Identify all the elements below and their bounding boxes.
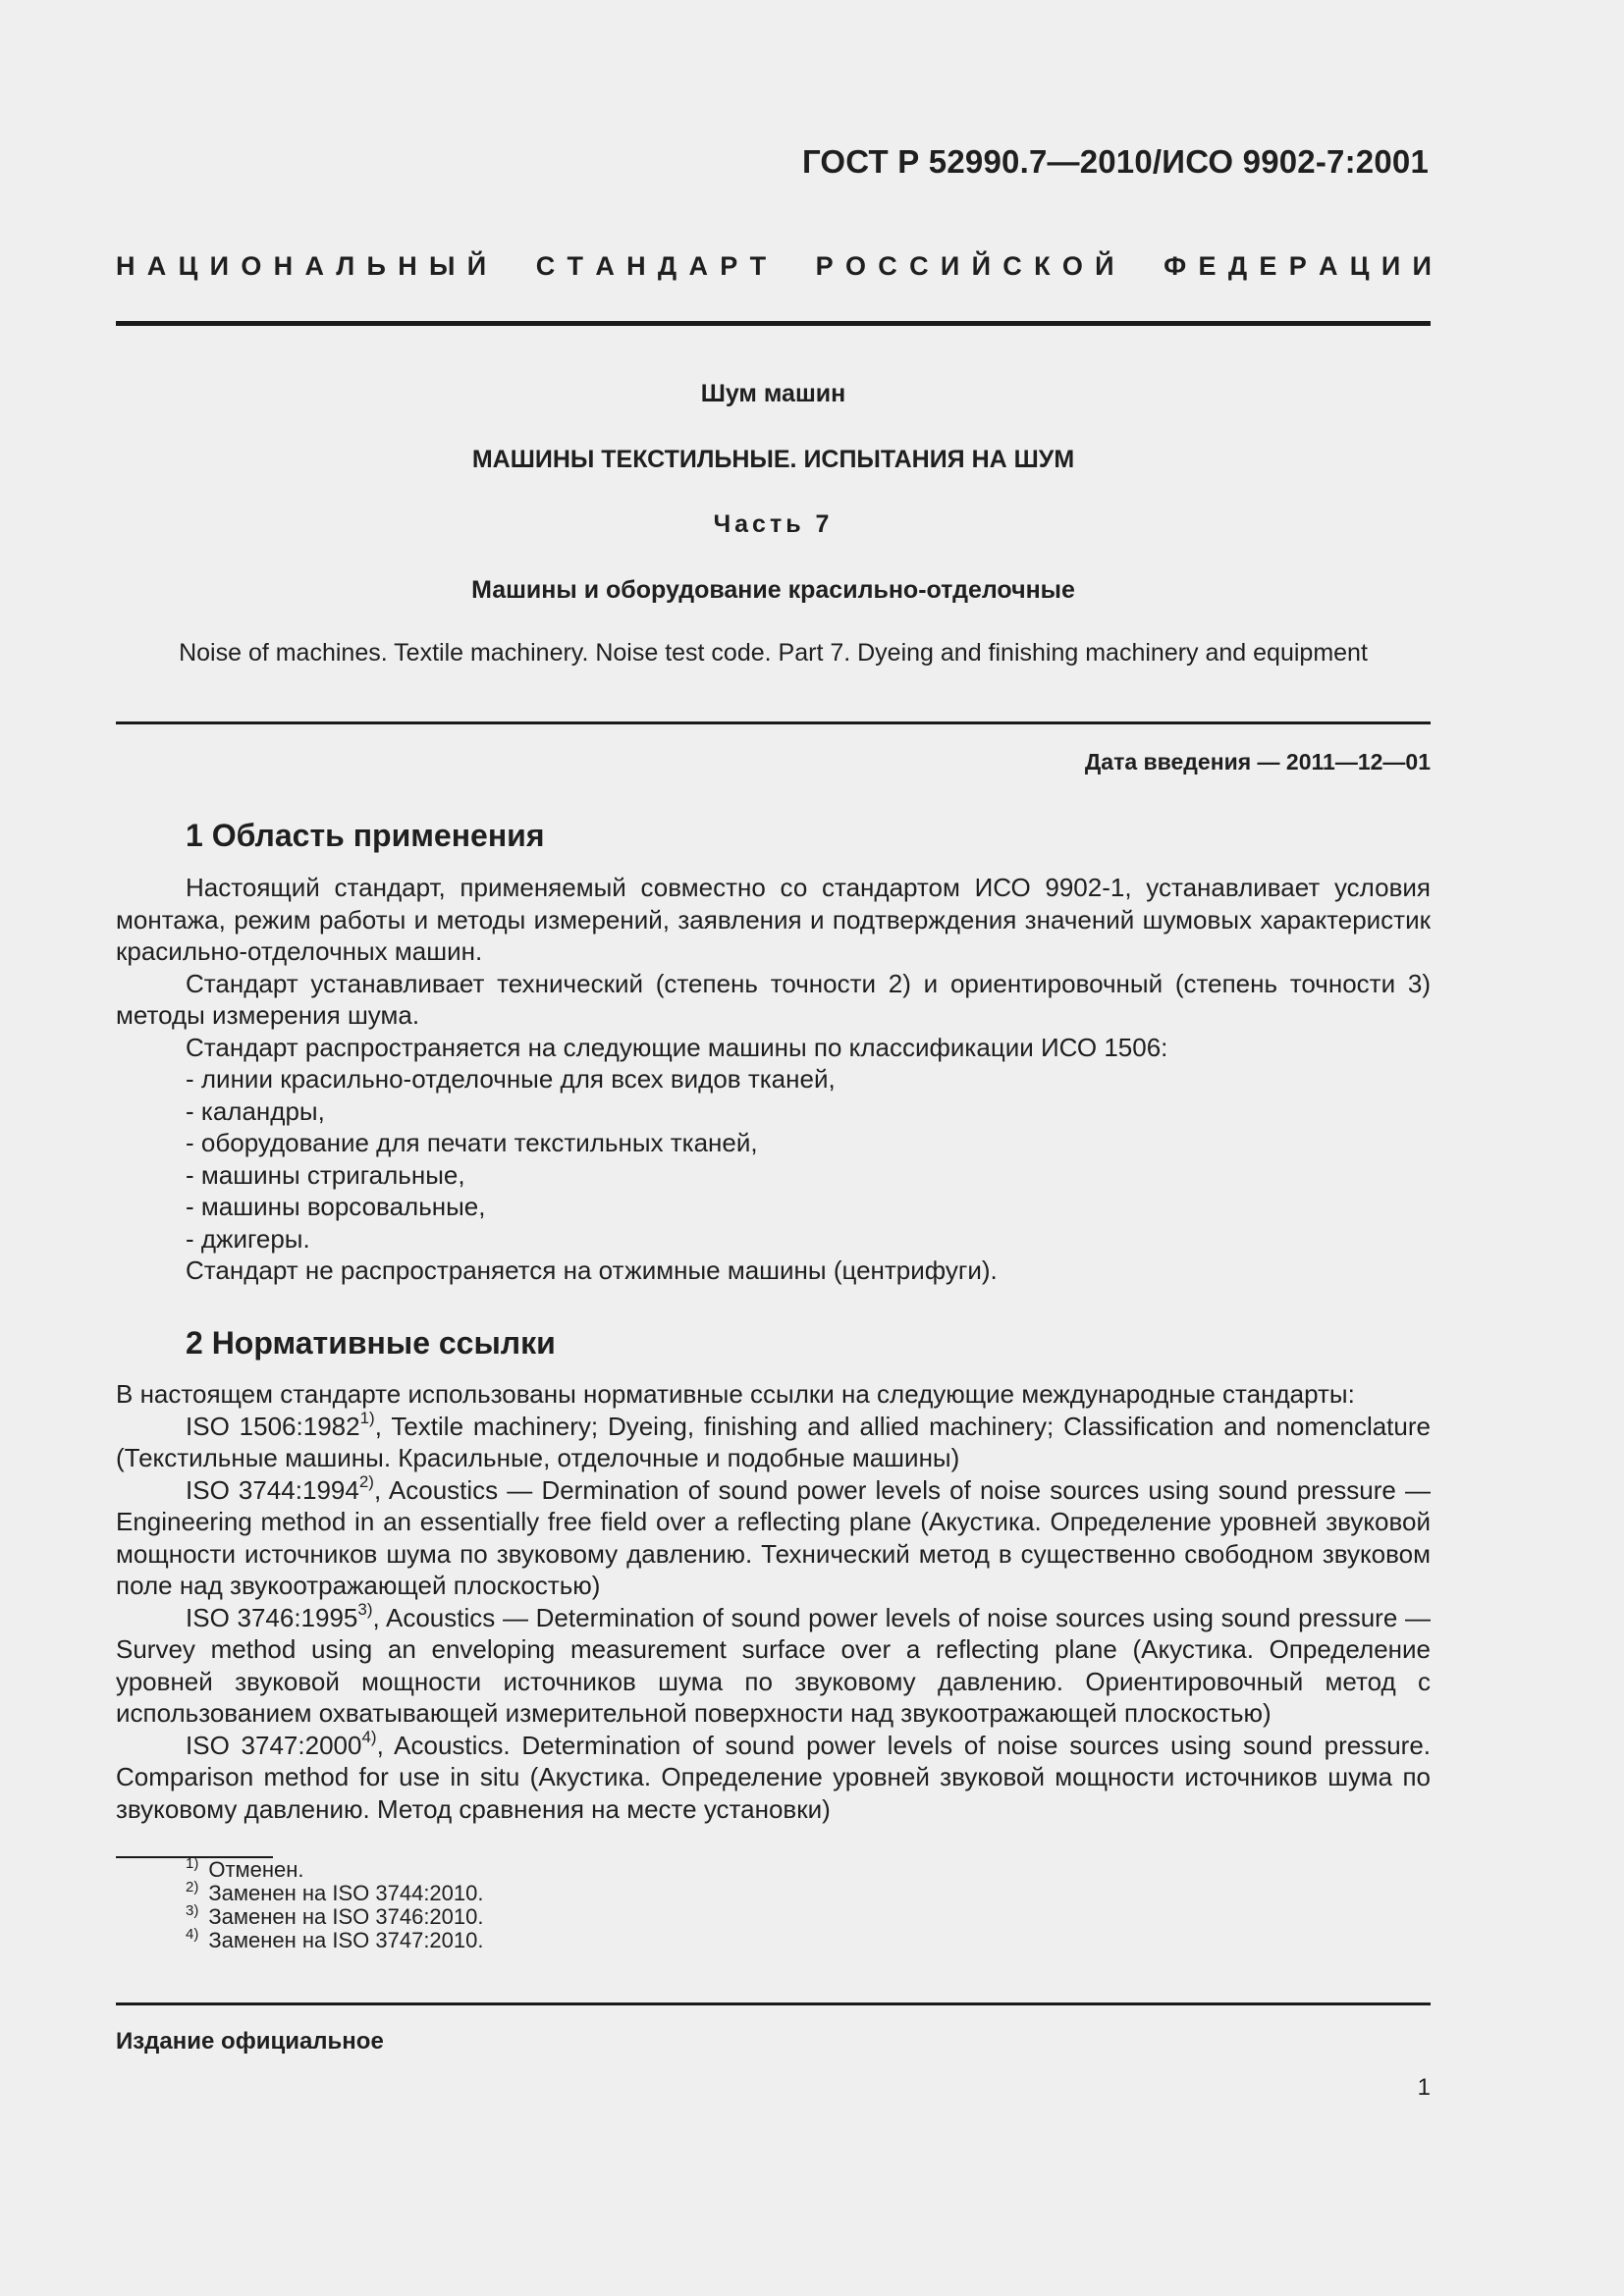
machine-list (116, 1063, 1431, 1255)
footnote-mark: 2) (358, 1471, 374, 1491)
reference-item (116, 1408, 1431, 1474)
reference-text: , Acoustics. Determination of sound power levels of noise sources using sound pressure. Comparison method for use in situ (Акустика. Определение уровней звуковой мощности источников шума по звуковому давлению. Метод сравнения на месте установки) (116, 1730, 1432, 1824)
list-item: - оборудование для печати текстильных тканей, (186, 1128, 758, 1157)
footnote-mark: 3) (186, 1902, 199, 1919)
list-item: - машины стригальные, (186, 1159, 465, 1190)
footnote-mark: 2) (186, 1879, 199, 1896)
title-main: МАШИНЫ ТЕКСТИЛЬНЫЕ. ИСПЫТАНИЯ НА ШУМ (471, 446, 1075, 473)
section-2-heading: 2 Нормативные ссылки (186, 1325, 556, 1361)
section-1-paragraph: Стандарт распространяется на следующие машины по классификации ИСО 1506: (186, 1032, 1168, 1062)
footer-divider (116, 2002, 1431, 2005)
title-part: Часть 7 (713, 510, 834, 538)
section-2-intro: В настоящем стандарте использованы нормативные ссылки на следующие международные стандарты: (116, 1379, 1355, 1409)
reference-item (116, 1471, 1431, 1602)
official-edition-label: Издание официальное (116, 2028, 384, 2055)
reference-code: ISO 3747:2000 (186, 1730, 362, 1760)
section-2-body (116, 1378, 1431, 1825)
reference-item (116, 1599, 1431, 1730)
header-divider (116, 321, 1431, 326)
reference-text: , Textile machinery; Dyeing, finishing and allied machinery; Classification and nomenclature (Текстильные машины. Красильные, отделочные и подобные машины) (116, 1411, 1431, 1472)
reference-code: ISO 3744:1994 (186, 1474, 359, 1505)
reference-code: ISO 3746:1995 (186, 1602, 358, 1632)
section-1-paragraph: Стандарт не распространяется на отжимные машины (центрифуги). (186, 1255, 998, 1285)
section-1-heading: 1 Область применения (186, 818, 545, 853)
national-standard-title: Н А Ц И О Н А Л Ь Н Ы Й С Т А Н Д А Р Т Р О С С И Й С К О Й Ф Е Д Е Р А Ц И И (116, 251, 1432, 281)
section-1-body (116, 872, 1431, 1287)
introduction-date: Дата введения — 2011—12—01 (1084, 749, 1431, 774)
title-english: Noise of machines. Textile machinery. Noise test code. Part 7. Dyeing and finishing machinery and equipment (179, 639, 1368, 667)
title-group: Шум машин (700, 380, 846, 407)
footnotes (186, 1855, 484, 1952)
footnote-text: Заменен на ISO 3746:2010. (208, 1904, 484, 1929)
footnote (186, 1855, 484, 1882)
reference-code: ISO 1506:1982 (186, 1411, 360, 1441)
footnote-text: Заменен на ISO 3747:2010. (208, 1928, 484, 1952)
footnote-mark: 3) (357, 1599, 373, 1619)
reference-text: , Acoustics — Dermination of sound power levels of noise sources using sound pressure — Engineering method in an essentially free field over a reflecting plane (Акустика. Определение уровней звуковой мощности источников шума по звуковому давлению. Технический метод в существенно свободном звуковом поле над звукоотражающей плоскостью) (116, 1474, 1431, 1600)
title-divider (116, 721, 1431, 724)
footnote-mark: 1) (359, 1408, 375, 1427)
footnote (186, 1926, 484, 1952)
footnote-text: Заменен на ISO 3744:2010. (208, 1881, 484, 1905)
reference-item (116, 1727, 1432, 1826)
footnote (186, 1902, 484, 1929)
reference-text: , Acoustics — Determination of sound power levels of noise sources using sound pressure — Survey method using an enveloping measurement surface over a reflecting plane (Акустика. Определение уровней звуковой мощности источников шума по звуковому давлению. Ориентировочный метод с использованием охватывающей измерительной поверхности над звукоотражающей плоскостью) (116, 1602, 1431, 1728)
list-item: - джигеры. (186, 1223, 310, 1254)
footnote-mark: 1) (186, 1855, 199, 1872)
footnote-mark: 4) (186, 1926, 199, 1943)
footnote-mark: 4) (361, 1727, 377, 1746)
standard-code: ГОСТ Р 52990.7—2010/ИСО 9902-7:2001 (801, 143, 1429, 180)
page-number: 1 (1417, 2074, 1431, 2101)
section-1-paragraph: Настоящий стандарт, применяемый совместно со стандартом ИСО 9902-1, устанавливает условия монтажа, режим работы и методы измерений, заявления и подтверждения значений шумовых характеристик красильно-отделочных машин. (116, 873, 1431, 966)
section-1-paragraph: Стандарт устанавливает технический (степень точности 2) и ориентировочный (степень точности 3) методы измерения шума. (116, 968, 1431, 1030)
list-item: - каландры, (186, 1095, 325, 1126)
list-item: - линии красильно-отделочные для всех видов тканей, (186, 1064, 836, 1094)
footnote-text: Отменен. (208, 1857, 304, 1882)
title-subtitle: Машины и оборудование красильно-отделочные (471, 576, 1075, 604)
footnote (186, 1879, 484, 1905)
list-item: - машины ворсовальные, (186, 1192, 486, 1221)
